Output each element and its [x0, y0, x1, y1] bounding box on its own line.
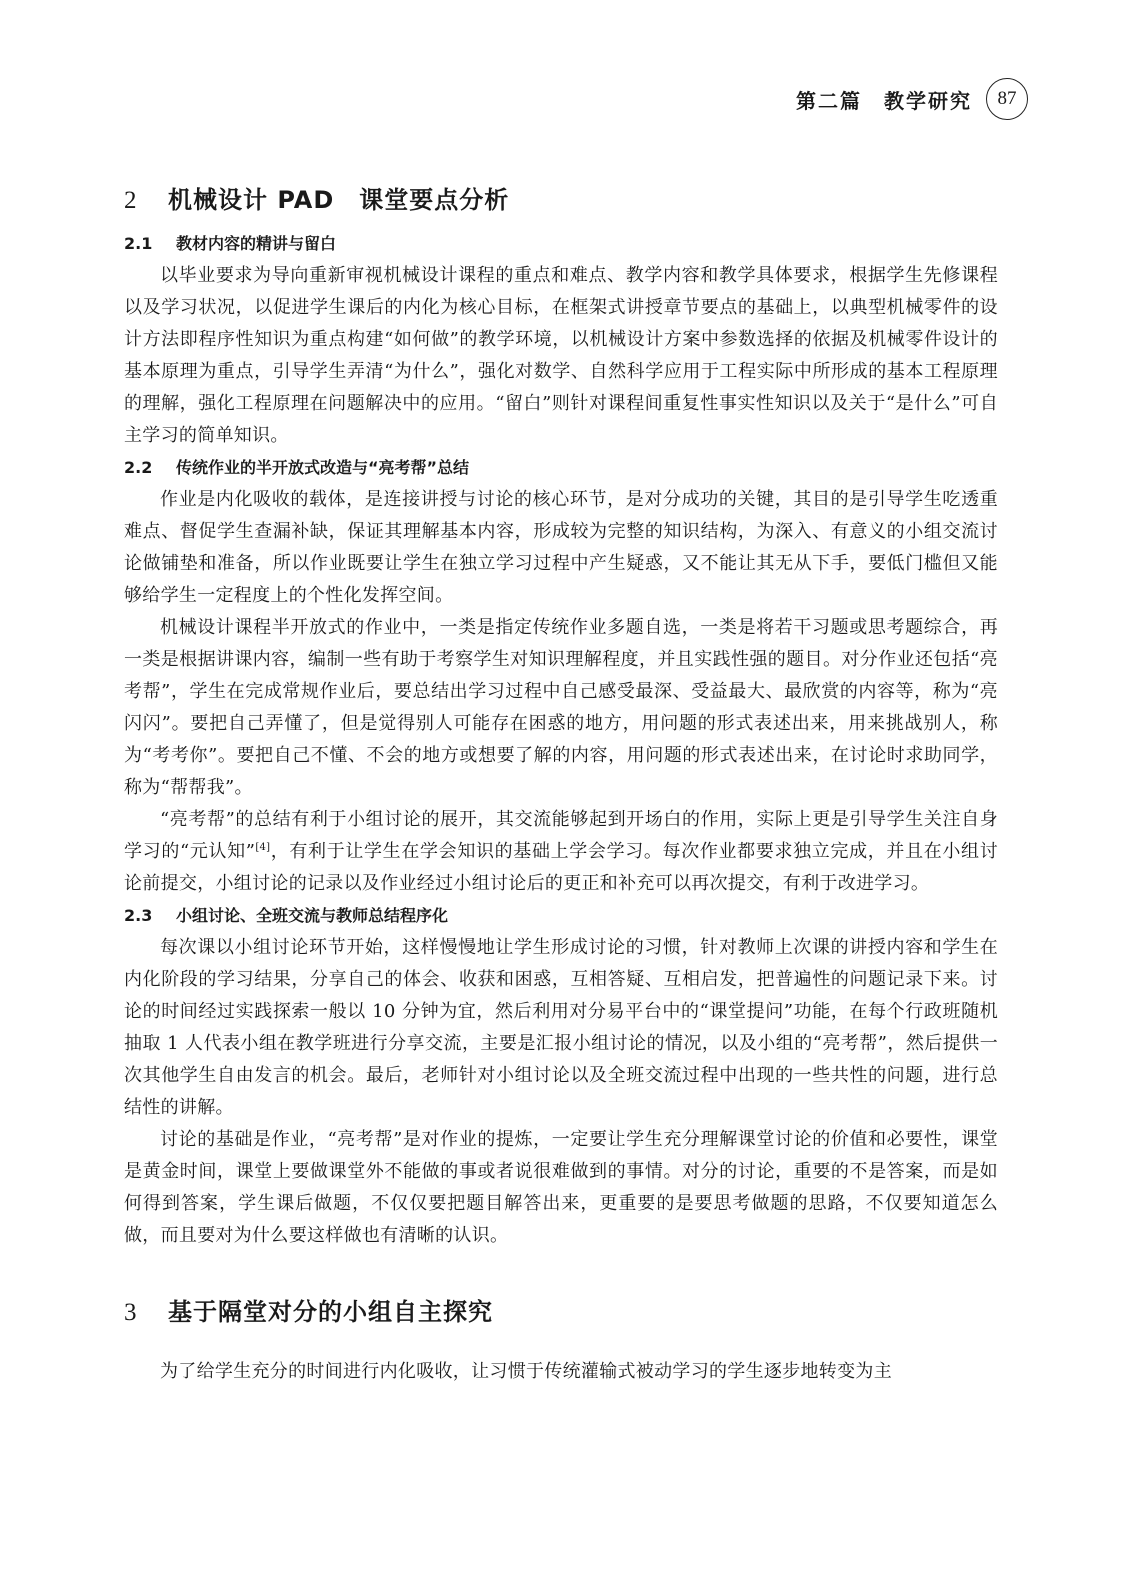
section-2-heading [124, 180, 998, 220]
section-3-heading [124, 1292, 998, 1332]
citation-marker: [4] [255, 842, 271, 853]
subsection-title: 小组讨论、全班交流与教师总结程序化 [176, 906, 449, 925]
running-header [796, 78, 1028, 120]
paragraph: 为了给学生充分的时间进行内化吸收，让习惯于传统灌输式被动学习的学生逐步地转变为主 [160, 1361, 892, 1382]
page-body [124, 180, 998, 1388]
paragraph: 每次课以小组讨论环节开始，这样慢慢地让学生形成讨论的习惯，针对教师上次课的讲授内容和学生在内化阶段的学习结果，分享自己的体会、收获和困惑，互相答疑、互相启发，把普遍性的问题记录下来。讨论的时间经过实践探索一般以 10 分钟为宜，然后利用对分易平台中的“课堂提问”功能，在每个行政班随机抽取 1 人代表小组在教学班进行分享交流，主要是汇报小组讨论的情况，以及小组的“亮考帮”，然后提供一次其他学生自由发言的机会。最后，老师针对小组讨论以及全班交流过程中出现的一些共性的问题，进行总结性的讲解。 [124, 937, 998, 1118]
section-number: 3 [124, 1299, 137, 1326]
subsection-number: 2.3 [124, 906, 153, 925]
subsection-title: 教材内容的精讲与留白 [176, 234, 337, 253]
paragraph-with-citation [124, 804, 998, 900]
page-number: 87 [986, 78, 1028, 120]
section-number: 2 [124, 187, 137, 214]
subsection-title: 传统作业的半开放式改造与“亮考帮”总结 [176, 458, 470, 477]
section-title: 机械设计 PAD 课堂要点分析 [168, 186, 510, 214]
section-title: 基于隔堂对分的小组自主探究 [168, 1298, 493, 1326]
running-header-title: 第二篇 教学研究 [796, 88, 972, 113]
paragraph-text: ，有利于让学生在学会知识的基础上学会学习。每次作业都要求独立完成，并且在小组讨论前提交，小组讨论的记录以及作业经过小组讨论后的更正和补充可以再次提交，有利于改进学习。 [124, 841, 998, 894]
subsection-2-1-heading [124, 228, 998, 260]
paragraph: 作业是内化吸收的载体，是连接讲授与讨论的核心环节，是对分成功的关键，其目的是引导学生吃透重难点、督促学生查漏补缺，保证其理解基本内容，形成较为完整的知识结构，为深入、有意义的小组交流讨论做铺垫和准备，所以作业既要让学生在独立学习过程中产生疑惑，又不能让其无从下手，要低门槛但又能够给学生一定程度上的个性化发挥空间。 [124, 489, 998, 606]
paragraph-text: “亮考帮”的总结有利于小组讨论的展开，其交流能够起到开场白的作用，实际上更是引导学生关注自身学习的“元认知” [124, 809, 998, 862]
subsection-number: 2.1 [124, 234, 153, 253]
paragraph: 机械设计课程半开放式的作业中，一类是指定传统作业多题自选，一类是将若干习题或思考题综合，再一类是根据讲课内容，编制一些有助于考察学生对知识理解程度，并且实践性强的题目。对分作业还包括“亮考帮”，学生在完成常规作业后，要总结出学习过程中自己感受最深、受益最大、最欣赏的内容等，称为“亮闪闪”。要把自己弄懂了，但是觉得别人可能存在困惑的地方，用问题的形式表述出来，用来挑战别人，称为“考考你”。要把自己不懂、不会的地方或想要了解的内容，用问题的形式表述出来，在讨论时求助同学，称为“帮帮我”。 [124, 617, 998, 798]
paragraph: 讨论的基础是作业，“亮考帮”是对作业的提炼，一定要让学生充分理解课堂讨论的价值和必要性，课堂是黄金时间，课堂上要做课堂外不能做的事或者说很难做到的事情。对分的讨论，重要的不是答案，而是如何得到答案，学生课后做题，不仅仅要把题目解答出来，更重要的是要思考做题的思路，不仅要知道怎么做，而且要对为什么要这样做也有清晰的认识。 [124, 1129, 998, 1246]
paragraph: 以毕业要求为导向重新审视机械设计课程的重点和难点、教学内容和教学具体要求，根据学生先修课程以及学习状况，以促进学生课后的内化为核心目标，在框架式讲授章节要点的基础上，以典型机械零件的设计方法即程序性知识为重点构建“如何做”的教学环境，以机械设计方案中参数选择的依据及机械零件设计的基本原理为重点，引导学生弄清“为什么”，强化对数学、自然科学应用于工程实际中所形成的基本工程原理的理解，强化工程原理在问题解决中的应用。“留白”则针对课程间重复性事实性知识以及关于“是什么”可自主学习的简单知识。 [124, 265, 998, 446]
subsection-number: 2.2 [124, 458, 153, 477]
subsection-2-2-heading [124, 452, 998, 484]
subsection-2-3-heading [124, 900, 998, 932]
